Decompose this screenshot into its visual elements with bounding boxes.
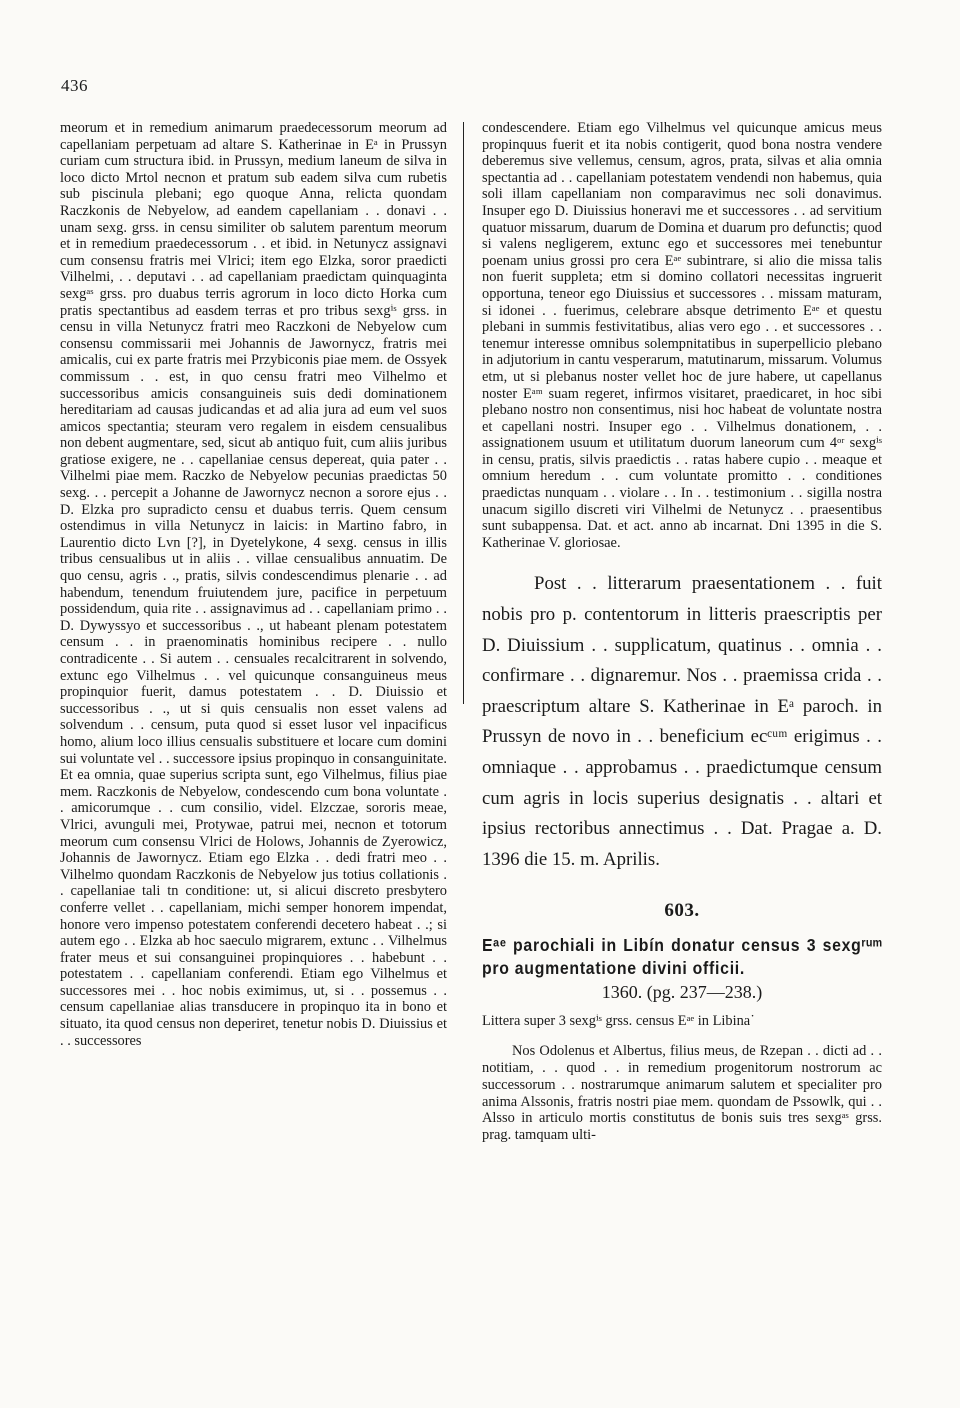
confirmation-text: Post . . litterarum praesentationem . . fuit nobis pro p. contentorum in litteris praescriptis per D. Diuissium . . supplicatum, quatinus . . omnia . . confirmare . . dignaremur. Nos . . praemissa crida . . praescriptum altare S. Katherinae in Eᵃ paroch. in Prussyn de novo in . . beneficium ecᶜᵘᵐ erigimus . . omniaque . . approbamus . . praedictumque censum cum agris in locis superius designatis . . altari et ipsius rectoribus annectimus . . Dat. Pragae a. D. 1396 die 15. m. Aprilis. <box>482 573 882 870</box>
document-rubric: Littera super 3 sexgⁱˢ grss. census Eᵃᵉ in Libina˙ <box>482 1012 755 1029</box>
column-divider <box>463 122 464 704</box>
document-title: Eᵃᵉ parochiali in Libín donatur census 3 sexgʳᵘᵐ pro augmentatione divini officii. <box>482 934 883 978</box>
page-number: 436 <box>61 76 88 95</box>
right-column <box>482 120 882 1158</box>
left-column-text: meorum et in remedium animarum praedecessorum meorum ad capellaniam perpetuam ad altare S. Katherinae in Eᵃ in Prussyn curiam cum structura ibid. in Prussyn, medium laneum de silva in loco dicto Mrtol necnon et pratum sub eadem silva cum rubetis sub piscinula plebani; ego quoque Anna, relicta quondam Raczkonis de Nebyelow, ad eandem capellaniam . . donavi . . unam sexg. grss. in censu similiter ob salutem parentum meorum et in remedium praedecessorum . . et ibid. in Netunycz assignavi cum consensu fratris mei Vlrici; item ego Elzka, soror praedicti Vilhelmi, . . deputavi . . ad capellaniam praedictam quinquaginta sexgᵃˢ grss. pro duabus terris agrorum in loco dicto Horka cum pratis spectantibus ad easdem terras et pro tribus sexgⁱˢ grss. in censu in villa Netunycz fratri meo Raczkoni de Nebyelow cum consensu commissarii mei Johannis de Jawornycz, fratris mei amicalis, cui ex parte fratris mei Przybiconis piae mem. de Ossyek commissum . . est, in quo censu fratri meo Vilhelmo et successoribus amicis consanguineis suis dedi dominationem hereditariam ad causas judicandas et ad alia jura ad eum vel suos amicos spectantia; steuram vero regalem in eisdem censualibus non debent augmentare, sed, sicut ab antiquo fuit, cum aliis juribus gratiose exigere, ne . . capellaniae census depereat, quia pater . . Vilhelmi piae mem. Raczko de Nebyelow pecunias praedictas 50 sexg. . . percepit a Johanne de Jawornycz necnon a sorore ejus . . D. Elzka pro supradicto censu et duabus terris. Quem censum ostendimus in villa Netunycz in laicis: in Martino fabro, in Laurentio dicto Lvn [?], in Dyetelykone, 4 sexg. census in illis tribus censualibus ut in aliis . . villae censualibus annuatim. De quo censu, agris . ., pratis, silvis condescendimus plenarie . . ad habendum, tenendum fruiutendem jure, pacifice in perpetuum possidendum, quia rite . . assignavimus ad . . capellaniam primo . . D. Dywyssyo et successoribus . ., ut habeant plenam potestatem censum . . in praenominatis hominibus recipere . . nullo contradicente . . Si autem . . censuales recalcitrarent in solvendo, extunc ego Vilhelmus . . vel quicunque consanguineus meus propinquior fuerit, damus potestatem . . D. Diuissio et successoribus . ., ut si quis censualis non esset valens ad solvendum . . censum, puta quod si esset lusor vel inpacificus homo, alium loco illius censualis substituere et locare cum domini sui voluntate vel . . successore ipsius propinquo in consanguinitate. Et ea omnia, quae superius scripta sunt, ego Vilhelmus, filius piae mem. Raczkonis de Nebyelow, condescendo cum bona voluntate . . amicorumque . . cum consilio, videl. Elzczae, sororis meae, Vlrici, avunguli mei, Protywae, patrui mei, necnon et totorum meorum cum consensu Vlrici de Holows, Johannis de Zyerowicz, Johannis de Jawornycz. Etiam ego Elzka . . dedi fratri meo . . Vilhelmo quondam Raczkonis de Nebyelow jus totius collationis . . capellaniae tali tn conditione: ut, si alicui discreto presbytero conferre vellet . . capellaniam, michi semper honorem impendat, honore vero impenso potestatem conferendi decetero habeat . .; si autem ego . . Elzka ab hoc saeculo migrarem, extunc . . Vilhelmus frater meus et sui consanguinei propinquiores . . habebunt . . potestatem . . capellaniam conferendi. Etiam ego Vilhelmus et successores mei . . hoc nobis eximimus, ut, si . . possemus . . censum capellaniae alias transducere in propinquo ita in bono et situato, ita quod census non deperiret, tenetur nobis D. Diuissius et . . successores <box>60 120 447 1049</box>
document-number: 603. <box>664 900 700 922</box>
document-date: 1360. (pg. 237—238.) <box>601 981 763 1002</box>
right-column-text: condescendere. Etiam ego Vilhelmus vel quicunque amicus meus propinquus fuerit et ita nobis contigerit, quod bona nostra vendere deberemus sive vellemus, censum, agros, prata, silvas et alia omnia spectantia ad . . capellaniam potestatem vendendi non habemus, quia soli illam capellaniam non comparavimus nec soli donavimus. Insuper ego D. Diuissius honeravi me et successores . . ad servitium quatuor missarum, duarum de Domina et duarum pro defunctis; quod si valens negligerem, extunc ego et successores mei tenebuntur poenam unius grossi pro cera Eᵃᵉ subintrare, si alio die missa talis non fuerit suppleta; etm si domino collatori necessitas ingruerit opportuna, teneor ego Diuissius et successores . . missam maturam, si idonei . . fuerimus, celebrare absque detrimento Eᵃᵉ et questu plebani in summis festivitatibus, alias vero ego . . et successores . . tenemur interesse omnibus solempnitatibus in superpellicio plebano in adjutorium in cantu vesperarum, matutinarum, missarum. Volumus etm, ut si plebanus noster vellet hoc de jure habere, ut capellanus noster Eᵃᵐ suam regeret, infirmos visitaret, praedicaret, in hoc sibi plebano nostro non consentimus, nisi hoc habeat de voluntate nostra et capellani nostri. Insuper ego . . Vilhelmus donationem, . . assignationem usuum et utilitatum duorum laneorum cum 4ᵒʳ sexgⁱˢ in censu, pratis, silvis praedictis . . ratas habere cupio . . meaque et omnium heredum . . cum voluntate promitto . . conditiones praedictas nunquam . . violare . . In . . testimonium . . sigilla nostra unacum sigillo discreti viri Vilhelmi de Netunycz . . praesentibus sunt subappensa. Dat. et act. anno ab incarnat. Dni 1395 in die S. Katherinae V. gloriosae. <box>482 120 882 551</box>
confirmation-paragraph <box>482 569 882 875</box>
left-column <box>60 120 447 1049</box>
document-body-text: Nos Odolenus et Albertus, filius meus, de Rzepan . . dicti ad . . notitiam, . . quod . . in remedium progenitorum nostrorum ac successorum . . nostrarumque animarum salutem et specialiter pro anima Alssonis, fratris nostri piae mem. quondam de Pssowlk, qui . . Alsso in articulo mortis constitutus de bonis suis tres sexgᵃˢ grss. prag. tamquam ulti- <box>482 1043 882 1144</box>
document-body <box>482 1043 882 1144</box>
